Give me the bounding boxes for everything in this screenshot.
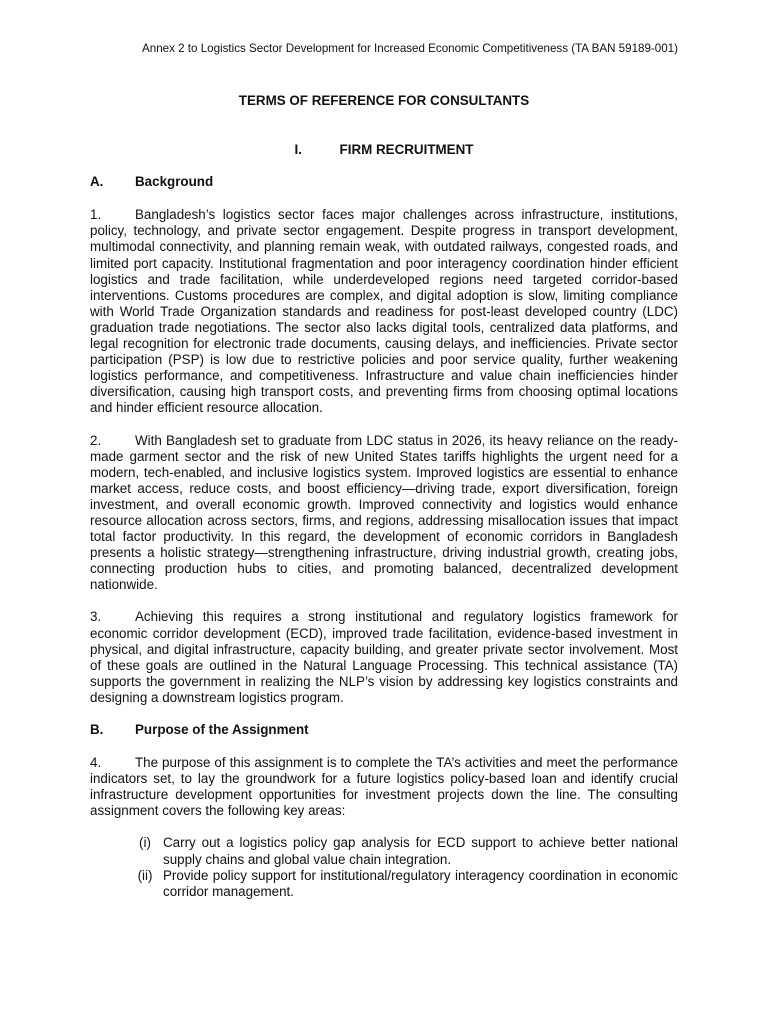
list-item-text: Carry out a logistics policy gap analysis for ECD support to achieve better national supply chains and global value chain integration.	[163, 835, 678, 867]
paragraph-text: With Bangladesh set to graduate from LDC status in 2026, its heavy reliance on the ready-made garment sector and the risk of new United States tariffs highlights the urgent need for a modern, tech-enabled, and inclusive logistics system. Improved logistics are essential to enhance market access, reduce costs, and boost efficiency—driving trade, export diversification, foreign investment, and overall economic growth. Improved connectivity and logistics would enhance resource allocation across sectors, firms, and regions, addressing misallocation issues that impact total factor productivity. In this regard, the development of economic corridors in Bangladesh presents a holistic strategy—strengthening infrastructure, driving industrial growth, creating jobs, connecting production hubs to cities, and promoting balanced, decentralized development nationwide.	[90, 432, 678, 593]
section-number: I.	[294, 142, 302, 158]
list-marker: (i)	[139, 835, 151, 851]
paragraph-3	[90, 609, 678, 706]
paragraph-text: Achieving this requires a strong institutional and regulatory logistics framework for economic corridor development (ECD), improved trade facilitation, evidence-based investment in physical, and digital infrastructure, capacity building, and greater private sector involvement. Most of these goals are outlined in the Natural Language Processing. This technical assistance (TA) supports the government in realizing the NLP’s vision by addressing key logistics constraints and designing a downstream logistics program.	[90, 609, 678, 705]
paragraph-number: 1.	[90, 207, 102, 223]
section-title: FIRM RECRUITMENT	[339, 142, 474, 158]
document-title: TERMS OF REFERENCE FOR CONSULTANTS	[238, 93, 530, 108]
paragraph-4	[90, 755, 678, 819]
subsection-letter: A.	[90, 174, 104, 190]
paragraph-2	[90, 433, 678, 594]
paragraph-1	[90, 207, 678, 416]
paragraph-number: 3.	[90, 609, 102, 625]
paragraph-number: 2.	[90, 432, 102, 448]
subsection-heading-purpose	[90, 722, 678, 738]
key-areas-list	[90, 835, 678, 899]
annex-header-note: Annex 2 to Logistics Sector Development for Increased Economic Competitiveness (TA BAN 59189-001)	[142, 42, 678, 55]
subsection-letter: B.	[90, 722, 104, 737]
paragraph-text: The purpose of this assignment is to complete the TA’s activities and meet the performance indicators set, to lay the groundwork for a future logistics policy-based loan and identify crucial infrastructure development opportunities for investment projects down the line. The consulting assignment covers the following key areas:	[90, 755, 678, 819]
subsection-title: Purpose of the Assignment	[135, 722, 309, 737]
subsection-title: Background	[135, 174, 214, 190]
paragraph-number: 4.	[90, 755, 102, 771]
list-item-text: Provide policy support for institutional/regulatory interagency coordination in economic corridor management.	[163, 867, 678, 899]
paragraph-text: Bangladesh’s logistics sector faces major challenges across infrastructure, institutions, policy, technology, and private sector engagement. Despite progress in transport development, multimodal connectivity, and planning remain weak, with outdated railways, congested roads, and limited port capacity. Institutional fragmentation and poor interagency coordination hinder efficient logistics and trade facilitation, while underdeveloped regions need targeted corridor-based interventions. Customs procedures are complex, and digital adoption is slow, limiting compliance with World Trade Organization standards and readiness for post-least developed country (LDC) graduation trade negotiations. The sector also lacks digital tools, centralized data platforms, and legal recognition for electronic trade documents, causing delays, and inefficiencies. Private sector participation (PSP) is low due to restrictive policies and poor service quality, further weakening logistics performance, and competitiveness. Infrastructure and value chain inefficiencies hinder diversification, causing high transport costs, and preventing firms from choosing optimal locations and hinder efficient resource allocation.	[90, 207, 678, 416]
section-heading	[90, 142, 678, 158]
list-item	[127, 868, 678, 900]
list-item	[127, 835, 678, 867]
subsection-heading-background	[90, 174, 678, 190]
list-marker: (ii)	[137, 867, 153, 883]
